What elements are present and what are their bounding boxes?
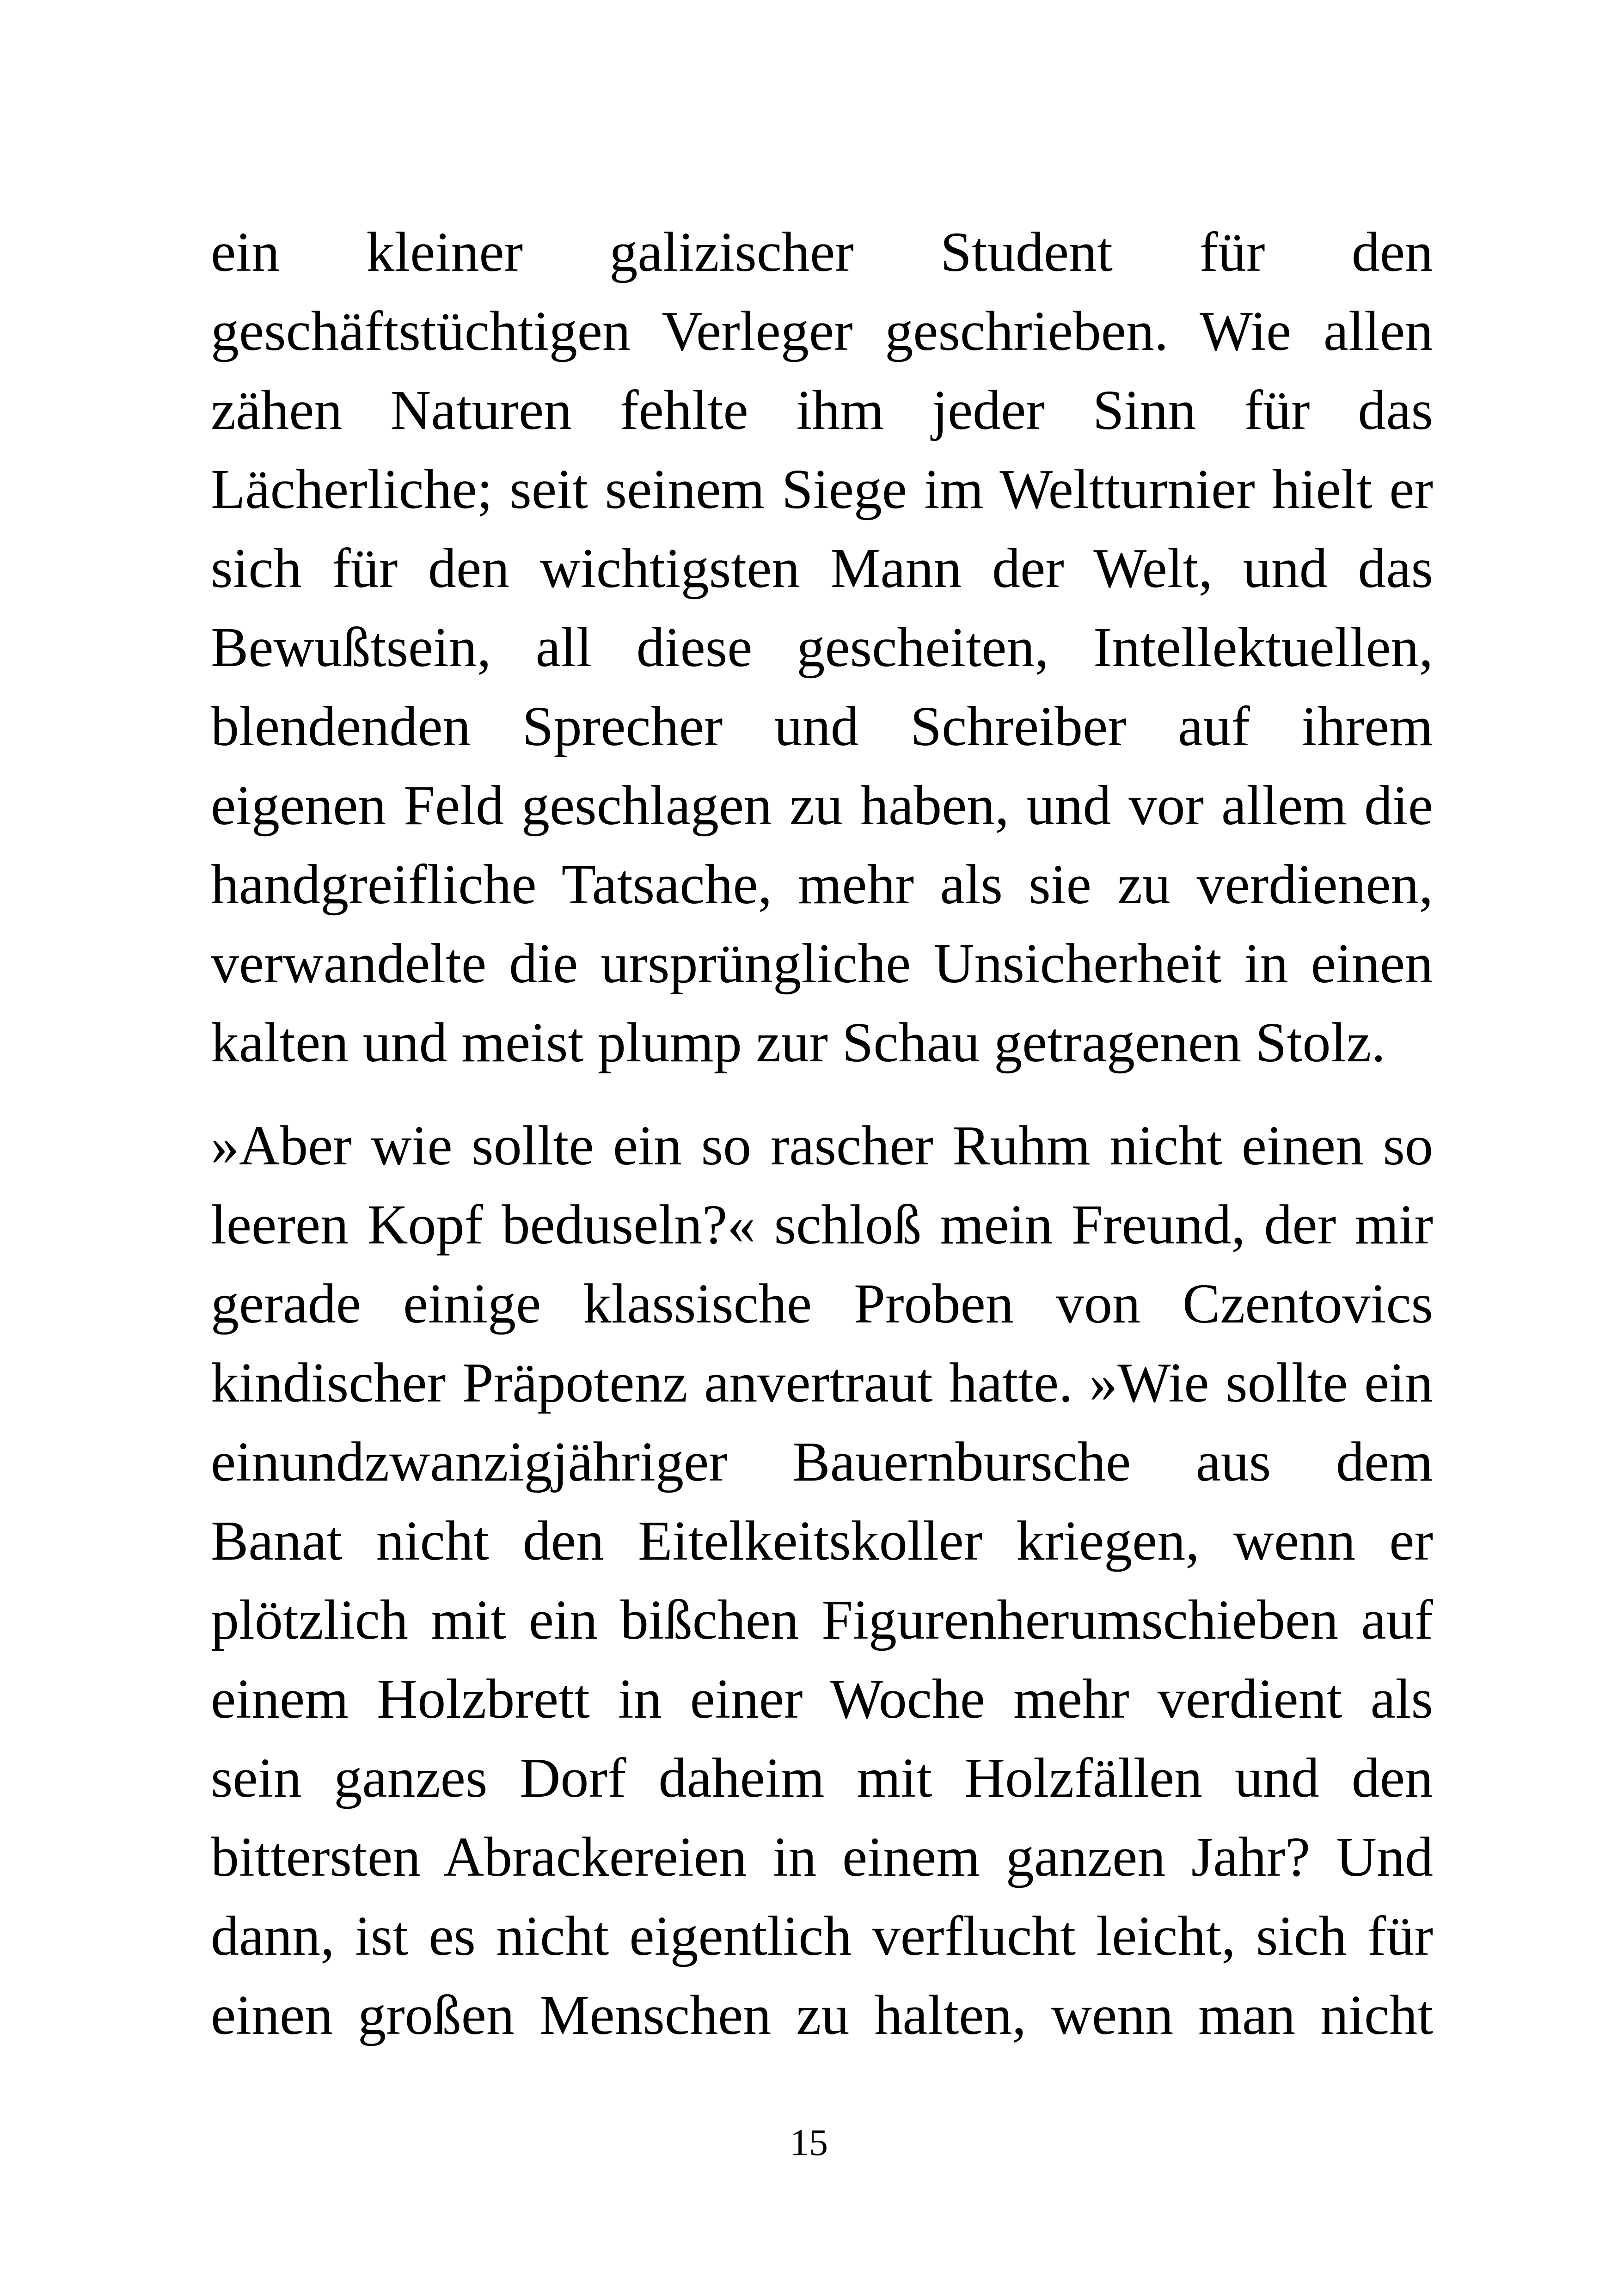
text-line: ein kleiner galizischer Student für den <box>211 221 1433 283</box>
text-line: sich für den wichtigsten Mann der Welt, und das <box>211 537 1433 600</box>
paragraph-2 <box>211 1106 1433 2055</box>
text-line: handgreifliche Tatsache, mehr als sie zu verdienen, <box>211 853 1433 916</box>
text-line: plötzlich mit ein bißchen Figurenherumschieben auf <box>211 1589 1433 1651</box>
paragraph-1 <box>211 213 1433 1082</box>
text-line: »Aber wie sollte ein so rascher Ruhm nicht einen so <box>211 1114 1433 1177</box>
text-line: verwandelte die ursprüngliche Unsicherheit in einen <box>211 932 1433 995</box>
body-text <box>211 213 1433 2055</box>
text-line: eigenen Feld geschlagen zu haben, und vor allem die <box>211 774 1433 837</box>
page-number: 15 <box>790 2121 828 2163</box>
text-line: Banat nicht den Eitelkeitskoller kriegen, wenn er <box>211 1510 1433 1572</box>
text-line: einem Holzbrett in einer Woche mehr verdient als <box>211 1668 1433 1730</box>
text-line: zähen Naturen fehlte ihm jeder Sinn für das <box>211 379 1433 441</box>
text-line: leeren Kopf beduseln?« schloß mein Freund, der mir <box>211 1194 1433 1256</box>
text-line: geschäftstüchtigen Verleger geschrieben. Wie allen <box>211 300 1433 362</box>
text-line: kalten und meist plump zur Schau getragenen Stolz. <box>211 1011 1386 1074</box>
text-line: gerade einige klassische Proben von Czentovics <box>211 1273 1433 1335</box>
text-line: einen großen Menschen zu halten, wenn man nicht <box>211 1984 1433 2046</box>
paragraph-spacer <box>211 1082 1433 1106</box>
text-line: einundzwanzigjähriger Bauernbursche aus dem <box>211 1431 1433 1493</box>
text-line: sein ganzes Dorf daheim mit Holzfällen und den <box>211 1747 1433 1809</box>
text-line: blendenden Sprecher und Schreiber auf ihrem <box>211 695 1433 758</box>
text-line: Bewußtsein, all diese gescheiten, Intellektuellen, <box>211 616 1433 679</box>
text-line: bittersten Abrackereien in einem ganzen Jahr? Und <box>211 1826 1433 1888</box>
text-line: dann, ist es nicht eigentlich verflucht leicht, sich für <box>211 1905 1433 1967</box>
text-line: Lächerliche; seit seinem Siege im Weltturnier hielt er <box>211 458 1433 520</box>
text-line: kindischer Präpotenz anvertraut hatte. »Wie sollte ein <box>211 1352 1433 1414</box>
